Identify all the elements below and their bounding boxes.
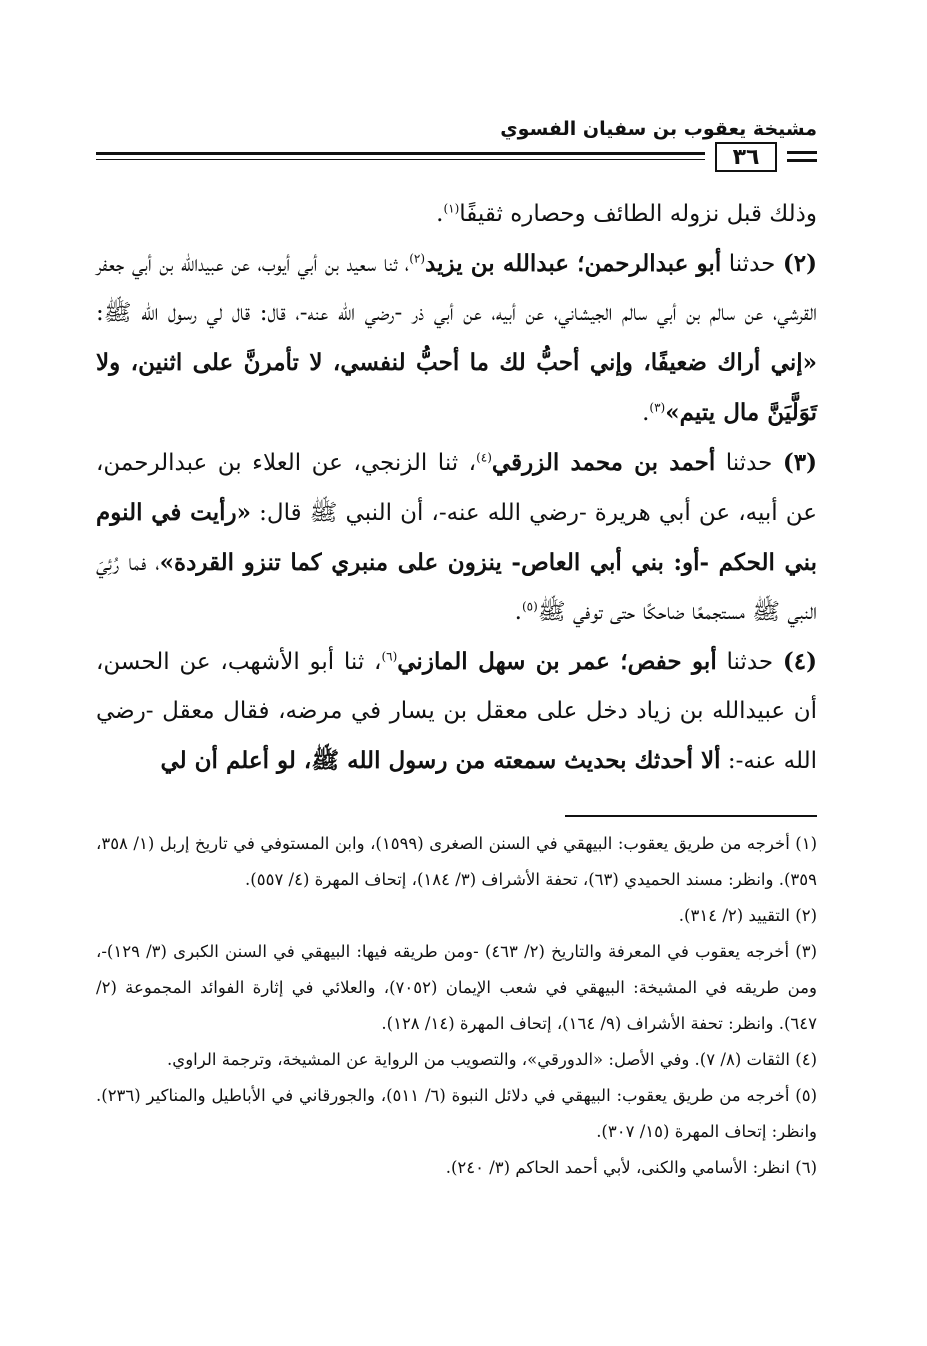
page-number-dash-lower bbox=[787, 159, 817, 162]
narrator-name: أبو عبدالرحمن؛ عبدالله بن يزيد bbox=[425, 250, 722, 277]
footnote-ref: (٢) bbox=[409, 251, 426, 266]
narrator-name: أحمد بن محمد الزرقي bbox=[491, 449, 716, 476]
header-rule-thick bbox=[96, 152, 705, 155]
paragraph-continuation bbox=[96, 190, 817, 239]
hadith-text: ، فما رُئِيَ النبي ﷺ مستجمعًا ضاحكًا حتى توفي ﷺ bbox=[96, 550, 817, 625]
footnote-6: (٦) انظر: الأسامي والكنى، لأبي أحمد الحاكم (٣/ ٢٤٠). bbox=[445, 1158, 817, 1177]
footnote-3: (٣) أخرجه يعقوب في المعرفة والتاريخ (٢/ ٤٦٣) -ومن طريقه فيها: البيهقي في السنن الكبرى (٣/ ١٢٩)-، ومن طريقه في المشيخة: البيهقي في شعب الإيمان (٧٠٥٢)، والعلائي في إثارة الفوائد المجموعة (٢/ ٦٤٧). وانظر: تحفة الأشراف (٩/ ١٦٤)، إتحاف المهرة (١٤/ ١٢٨). bbox=[96, 942, 817, 1033]
paragraph-end: . bbox=[514, 599, 522, 625]
page-number: ٣٦ bbox=[715, 142, 777, 172]
page-number-dash-upper bbox=[787, 151, 817, 154]
footnote-ref: (٣) bbox=[649, 400, 666, 415]
hadith-number: (٤) bbox=[782, 648, 817, 675]
book-title: مشيخة يعقوب بن سفيان الفسوي bbox=[500, 118, 817, 140]
footnote-separator bbox=[565, 815, 817, 817]
footnotes bbox=[96, 826, 817, 1186]
footnote-ref: (١) bbox=[443, 201, 460, 216]
footnote-4: (٤) الثقات (٨/ ٧). وفي الأصل: «الدورقي»، والتصويب من الرواية عن المشيخة، وترجمة الراوي. bbox=[167, 1050, 817, 1069]
footnote-2: (٢) التقييد (٢/ ٣١٤). bbox=[678, 906, 817, 925]
hadith-matn: ألا أحدثك بحديث سمعته من رسول الله ﷺ، لو أعلم أن لي bbox=[160, 747, 721, 774]
paragraph-text: وذلك قبل نزوله الطائف وحصاره ثقيفًا bbox=[459, 201, 817, 227]
hadith-text: حدثنا bbox=[715, 450, 783, 476]
footnote-ref: (٤) bbox=[476, 450, 492, 465]
hadith-text: حدثنا bbox=[716, 649, 783, 675]
paragraph-end: . bbox=[436, 201, 444, 227]
footnote-5: (٥) أخرجه من طريق يعقوب: البيهقي في دلائل النبوة (٦/ ٥١١)، والجورقاني في الأباطيل والمناكير (٢٣٦). وانظر: إتحاف المهرة (١٥/ ٣٠٧). bbox=[96, 1086, 817, 1141]
hadith-number: (٢) bbox=[782, 250, 818, 277]
hadith-number: (٣) bbox=[782, 449, 818, 476]
hadith-3 bbox=[96, 438, 817, 637]
hadith-text: ، ثنا سعيد بن أبي أيوب، عن عبيدالله بن أبي جعفر القرشي، عن سالم بن أبي سالم الجيشاني، عن أبيه، عن أبي ذر -رضي الله عنه-، قال: قال لي رسول الله ﷺ: bbox=[96, 251, 817, 326]
narrator-name: أبو حفص؛ عمر بن سهل المازني bbox=[397, 648, 717, 675]
hadith-2 bbox=[96, 239, 817, 438]
footnote-1: (١) أخرجه من طريق يعقوب: البيهقي في السنن الصغرى (١٥٩٩)، وابن المستوفي في تاريخ إربل (١/ ٣٥٨، ٣٥٩). وانظر: مسند الحميدي (٦٣)، تحفة الأشراف (٣/ ١٨٤)، إتحاف المهرة (٤/ ٥٥٧). bbox=[96, 834, 818, 889]
paragraph-end: . bbox=[642, 400, 650, 426]
hadith-4 bbox=[96, 637, 817, 786]
hadith-text: ، ثنا الزنجي، عن العلاء بن عبدالرحمن، عن أبيه، عن أبي هريرة -رضي الله عنه-، أن النبي ﷺ قال: bbox=[96, 450, 817, 526]
hadith-matn: «إني أراك ضعيفًا، وإني أحبُّ لك ما أحبُّ لنفسي، لا تأمرنَّ على اثنين، ولا تَوَلَّيَنَّ مال يتيم» bbox=[96, 349, 817, 426]
page-header bbox=[96, 118, 817, 180]
footnote-ref: (٥) bbox=[521, 599, 538, 614]
hadith-text: حدثنا bbox=[721, 251, 783, 277]
hadith-text: ، ثنا أبو الأشهب، عن الحسن، أن عبيدالله بن زياد دخل على معقل بن يسار في مرضه، فقال معقل -رضي الله عنه-: bbox=[96, 649, 817, 774]
footnote-ref: (٦) bbox=[381, 649, 398, 664]
main-text bbox=[96, 190, 817, 786]
header-rule-thin bbox=[96, 159, 705, 160]
hadith-matn: «رأيت في النوم بني الحكم -أو: بني أبي العاص- ينزون على منبري كما تنزو القردة» bbox=[96, 499, 817, 576]
